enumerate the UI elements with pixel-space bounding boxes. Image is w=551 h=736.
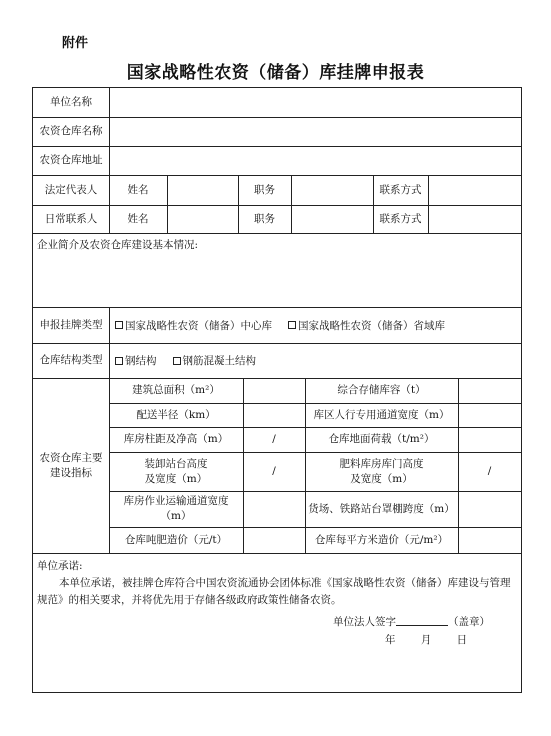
listing-type-options	[115, 307, 515, 343]
signature-label: 单位法人签字	[333, 616, 396, 628]
warehouse-address-field[interactable]	[110, 147, 520, 174]
cost-per-ton-field[interactable]	[244, 528, 304, 552]
option-provincial-warehouse[interactable]	[288, 318, 445, 333]
option-concrete-label: 钢筋混凝土结构	[182, 355, 256, 367]
checkbox-icon[interactable]	[115, 321, 123, 329]
fertilizer-door-label	[305, 452, 458, 491]
legal-rep-position-field[interactable]	[292, 176, 372, 204]
form-title: 国家战略性农资（储备）库挂牌申报表	[126, 63, 425, 83]
legal-rep-contact-field[interactable]	[429, 176, 520, 204]
annex-label: 附件	[62, 36, 89, 51]
transport-aisle-label	[109, 491, 243, 527]
warehouse-address-label: 农资仓库地址	[39, 154, 103, 166]
cost-per-m2-label: 仓库每平方米造价（元/m²）	[314, 533, 449, 546]
legal-rep-name-field[interactable]	[168, 176, 237, 204]
floor-load-field[interactable]	[459, 428, 520, 451]
total-area-field[interactable]	[244, 379, 304, 402]
daily-contact-contact-field[interactable]	[429, 206, 520, 232]
canopy-span-label: 货场、铁路站台罩棚跨度（m）	[308, 502, 455, 515]
application-form	[32, 87, 522, 693]
option-steel-label: 钢结构	[125, 355, 157, 367]
transport-aisle-field[interactable]	[244, 492, 304, 526]
option-concrete-structure[interactable]	[173, 353, 257, 368]
indicators-label-line1: 农资仓库主要	[39, 451, 103, 464]
delivery-radius-label: 配送半径（km）	[136, 408, 216, 421]
legal-rep-name-label: 姓名	[127, 183, 149, 196]
platform-label-line1: 装卸站台高度	[144, 457, 208, 470]
platform-value: /	[272, 465, 276, 477]
canopy-span-field[interactable]	[459, 492, 520, 526]
intro-field[interactable]	[34, 252, 520, 306]
daily-contact-name-field[interactable]	[168, 206, 237, 232]
column-spacing-label: 库房柱距及净高（m）	[123, 433, 229, 445]
row-divider	[33, 233, 521, 234]
fertilizer-door-label-line1: 肥料库房库门高度	[339, 457, 424, 470]
row-divider	[33, 553, 521, 554]
pledge-section	[37, 558, 515, 609]
fertilizer-door-value: /	[487, 465, 492, 477]
storage-capacity-field[interactable]	[459, 379, 520, 402]
unit-name-label: 单位名称	[50, 96, 92, 108]
fertilizer-door-label-line2: 及宽度（m）	[350, 472, 413, 485]
checkbox-icon[interactable]	[288, 321, 296, 329]
daily-contact-position-field[interactable]	[292, 206, 372, 232]
listing-type-label: 申报挂牌类型	[39, 318, 103, 331]
signature-block	[333, 614, 490, 629]
delivery-radius-field[interactable]	[244, 404, 304, 426]
transport-aisle-label-line1: 库房作业运输通道宽度	[123, 495, 229, 507]
unit-name-field[interactable]	[110, 89, 520, 116]
seal-label: （盖章）	[448, 616, 490, 628]
checkbox-icon[interactable]	[115, 357, 123, 365]
pedestrian-aisle-label: 库区人行专用通道宽度（m）	[313, 408, 450, 421]
platform-label	[109, 452, 243, 491]
daily-contact-name-label: 姓名	[127, 212, 149, 225]
structure-type-label: 仓库结构类型	[39, 354, 103, 366]
legal-rep-position-label: 职务	[254, 183, 275, 196]
floor-load-label: 仓库地面荷载（t/m²）	[328, 433, 435, 445]
warehouse-name-field[interactable]	[110, 118, 520, 145]
option-central-warehouse[interactable]	[115, 318, 272, 333]
indicators-label	[33, 378, 109, 553]
pledge-text: 本单位承诺，被挂牌仓库符合中国农资流通协会团体标准《国家战略性农资（储备）库建设与管理规范》的相关要求，并将优先用于存储各级政府政策性储备农资。	[37, 577, 511, 606]
intro-label: 企业简介及农资仓库建设基本情况:	[37, 239, 199, 251]
legal-rep-contact-label: 联系方式	[379, 183, 422, 196]
pedestrian-aisle-field[interactable]	[459, 404, 520, 426]
date-line: 年 月 日	[385, 634, 468, 646]
checkbox-icon[interactable]	[173, 357, 181, 365]
option-steel-structure[interactable]	[115, 353, 157, 368]
option-central-label: 国家战略性农资（储备）中心库	[125, 319, 272, 332]
signature-line[interactable]	[396, 615, 448, 626]
option-provincial-label: 国家战略性农资（储备）省域库	[298, 319, 445, 332]
platform-label-line2: 及宽度（m）	[144, 472, 208, 485]
column-spacing-value: /	[272, 433, 276, 445]
transport-aisle-label-line2: （m）	[160, 510, 192, 522]
cost-per-ton-label: 仓库吨肥造价（元/t）	[124, 533, 228, 546]
total-area-label: 建筑总面积（m²）	[132, 384, 220, 396]
daily-contact-label: 日常联系人	[44, 212, 98, 225]
legal-rep-label: 法定代表人	[44, 183, 98, 196]
daily-contact-contact-label: 联系方式	[379, 212, 422, 225]
indicators-label-line2: 建设指标	[50, 466, 92, 479]
pledge-title: 单位承诺:	[37, 560, 83, 572]
daily-contact-position-label: 职务	[254, 212, 275, 225]
cost-per-m2-field[interactable]	[459, 528, 520, 552]
storage-capacity-label: 综合存储库容（t）	[337, 384, 426, 396]
structure-type-options	[115, 343, 515, 378]
warehouse-name-label: 农资仓库名称	[39, 125, 103, 137]
